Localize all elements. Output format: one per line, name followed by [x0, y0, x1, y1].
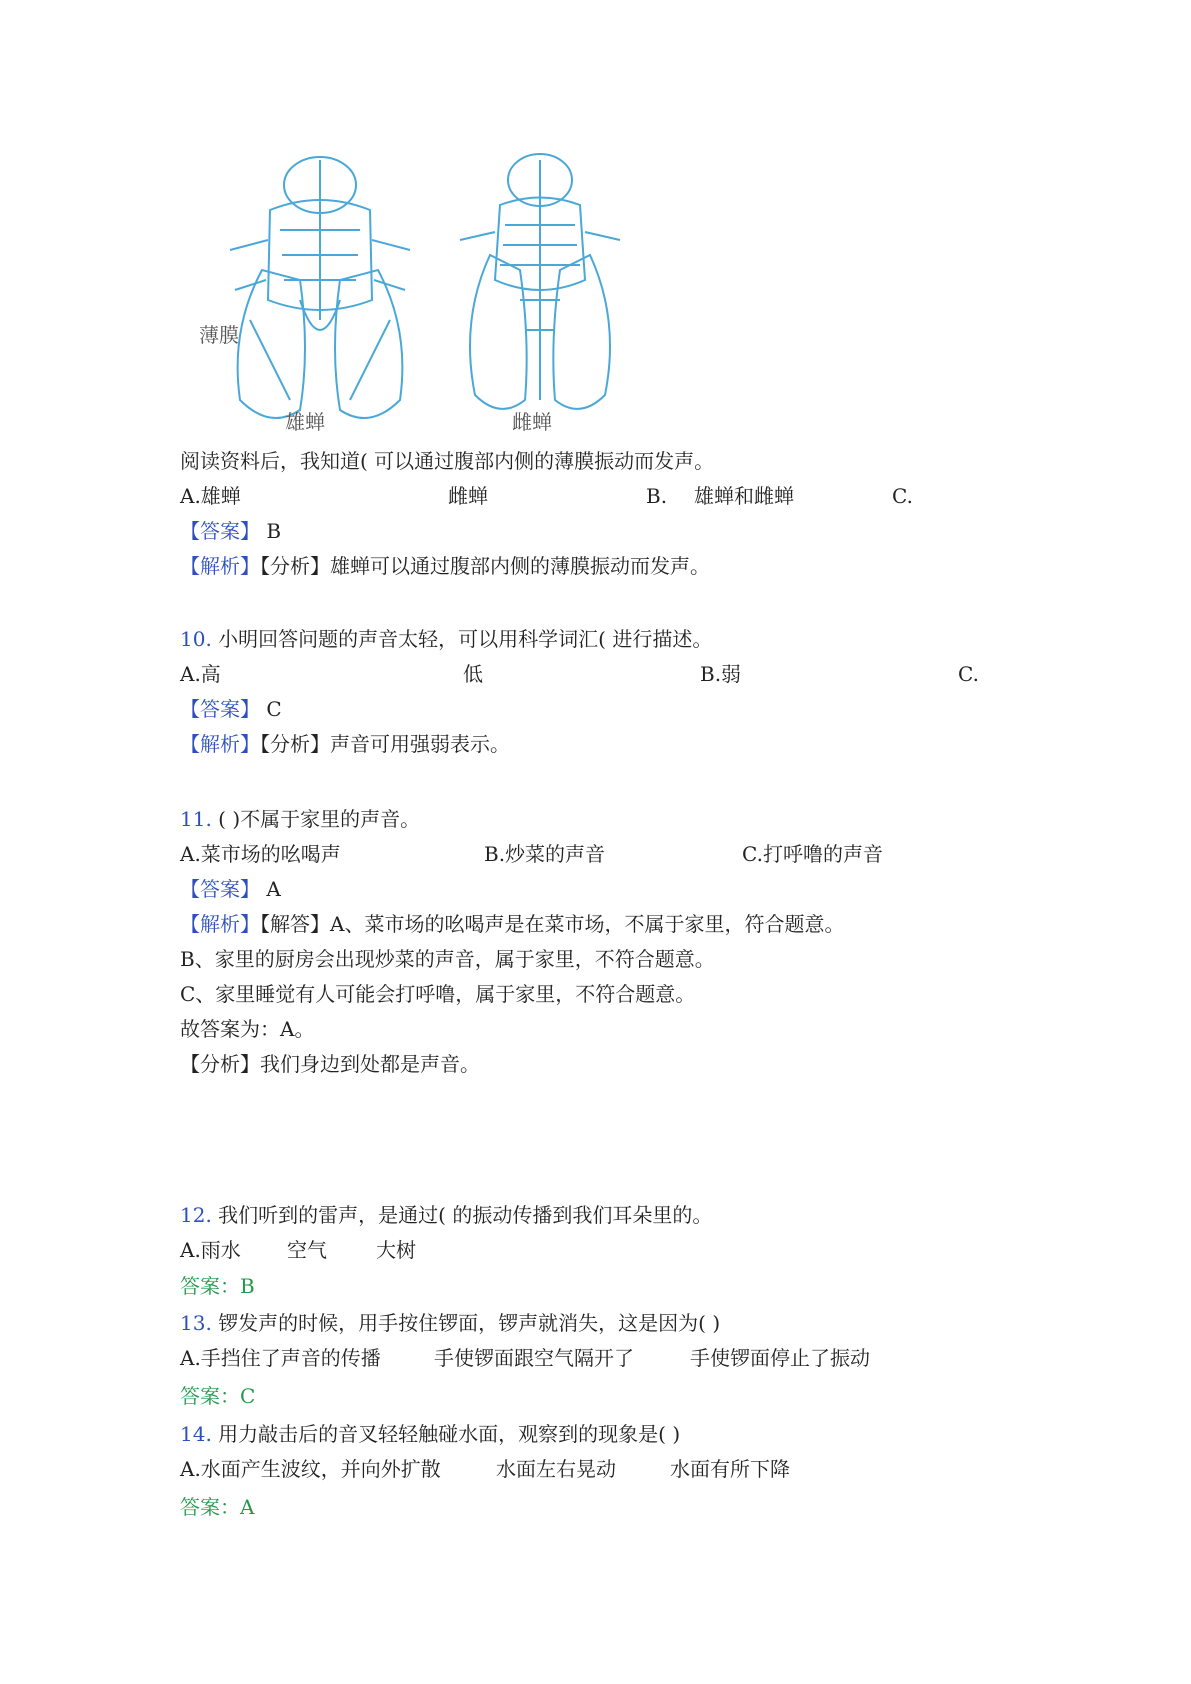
q11-option-a: A.菜市场的吆喝声 [180, 842, 341, 866]
analysis-text: 【分析】雄蝉可以通过腹部内侧的薄膜振动而发声。 [260, 554, 710, 578]
q11-conclusion: 故答案为：A。 [180, 1017, 315, 1041]
female-cicada-drawing [460, 154, 620, 409]
q10-option-b: B.弱 [700, 662, 742, 686]
q14-option-a: A.水面产生波纹，并向外扩散 [180, 1457, 441, 1481]
question-number: 10. [180, 627, 212, 651]
q9-answer [180, 518, 281, 544]
membrane-label: 薄膜 [199, 323, 239, 347]
q14-option-b: 水面左右晃动 [496, 1457, 616, 1481]
q11-analysis [180, 911, 844, 937]
q10-stem [180, 626, 712, 652]
q12-stem [180, 1202, 712, 1228]
question-number: 12. [180, 1203, 212, 1227]
question-number: 11. [180, 807, 212, 831]
question-text: 小明回答问题的声音太轻，可以用科学词汇( 进行描述。 [218, 627, 713, 651]
q12-option-c: 大树 [376, 1238, 416, 1262]
question-text: 用力敲击后的音叉轻轻触碰水面，观察到的现象是( ) [218, 1422, 681, 1446]
question-text: 锣发声的时候，用手按住锣面，锣声就消失，这是因为( ) [218, 1311, 721, 1335]
answer-tag: 【答案】 [180, 697, 260, 721]
q14-option-c: 水面有所下降 [670, 1457, 790, 1481]
answer-tag: 【答案】 [180, 519, 260, 543]
female-cicada-caption: 雌蝉 [512, 410, 552, 434]
q11-analysis-2: 【分析】我们身边到处都是声音。 [180, 1052, 480, 1076]
question-text: 我们听到的雷声，是通过( 的振动传播到我们耳朵里的。 [218, 1203, 713, 1227]
answer-value: B [266, 519, 282, 543]
q10-option-c: C. [958, 662, 979, 686]
analysis-text: 【解答】A、菜市场的吆喝声是在菜市场，不属于家里，符合题意。 [260, 912, 845, 936]
analysis-tag: 【解析】 [180, 912, 260, 936]
analysis-tag: 【解析】 [180, 554, 260, 578]
answer-tag: 【答案】 [180, 877, 260, 901]
q11-option-c: C.打呼噜的声音 [742, 842, 883, 866]
q13-option-a: A.手挡住了声音的传播 [180, 1346, 381, 1370]
q9-option-female: 雌蝉 [448, 484, 488, 508]
q12-option-b: 空气 [287, 1238, 327, 1262]
q11-stem [180, 806, 420, 832]
q10-analysis [180, 731, 510, 757]
q11-answer [180, 876, 281, 902]
analysis-tag: 【解析】 [180, 732, 260, 756]
q9-option-b-letter: B. [646, 484, 668, 508]
question-number: 13. [180, 1311, 212, 1335]
q13-option-b: 手使锣面跟空气隔开了 [434, 1346, 634, 1370]
q9-option-both: 雄蝉和雌蝉 [694, 484, 794, 508]
question-number: 14. [180, 1422, 212, 1446]
question-text: ( )不属于家里的声音。 [218, 807, 421, 831]
male-cicada-caption: 雄蝉 [285, 410, 325, 434]
q11-option-b: B.炒菜的声音 [484, 842, 606, 866]
answer-value: C [266, 697, 282, 721]
q14-answer: 答案：A [180, 1495, 255, 1519]
q13-answer: 答案：C [180, 1384, 256, 1408]
q10-option-low: 低 [463, 662, 483, 686]
q9-analysis [180, 553, 710, 579]
q12-option-a: A.雨水 [180, 1238, 241, 1262]
q13-option-c: 手使锣面停止了振动 [690, 1346, 870, 1370]
analysis-text: 【分析】声音可用强弱表示。 [260, 732, 510, 756]
q12-answer: 答案：B [180, 1274, 255, 1298]
q11-line-b: B、家里的厨房会出现炒菜的声音，属于家里，不符合题意。 [180, 947, 715, 971]
q9-stem: 阅读资料后，我知道( 可以通过腹部内侧的薄膜振动而发声。 [180, 449, 715, 473]
q13-stem [180, 1310, 720, 1336]
male-cicada-drawing [230, 157, 410, 418]
q11-line-c: C、家里睡觉有人可能会打呼噜，属于家里，不符合题意。 [180, 982, 696, 1006]
q10-answer [180, 696, 282, 722]
q14-stem [180, 1421, 680, 1447]
q9-option-a: A.雄蝉 [180, 484, 241, 508]
q9-option-c: C. [892, 484, 913, 508]
q10-option-a: A.高 [180, 662, 221, 686]
answer-value: A [266, 877, 281, 901]
